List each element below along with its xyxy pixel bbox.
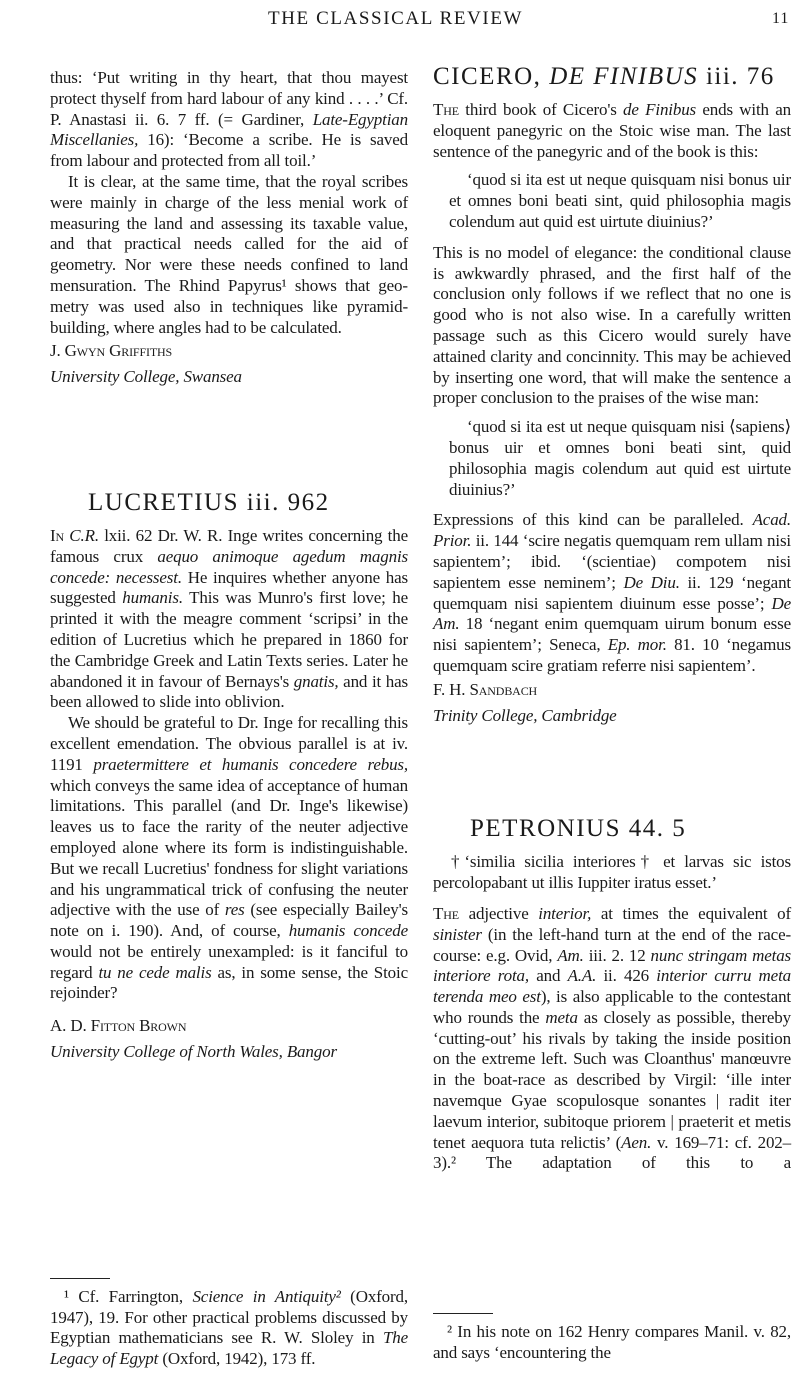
text-run: adjective (458, 903, 539, 923)
text-run: would not be entirely unexampled: is it fanciful to regard (50, 941, 408, 982)
paragraph (433, 243, 791, 409)
italic-text: humanis concede (288, 921, 408, 941)
text-run: 16): ‘Become a scribe. He is saved from labour and protected from all toil.’ (50, 130, 408, 171)
italic-text: sinister (433, 924, 482, 944)
footnote-1 (50, 1264, 408, 1378)
article-heading-lucretius: LUCRETIUS iii. 962 (88, 488, 330, 516)
text-run: ), is also applicable to the contestant who rounds the (433, 987, 791, 1027)
text-run: ii. 129 ‘negant quemquam nisi sapientem diuinum esse posse’; (433, 572, 791, 613)
italic-text: Ep. mor. (607, 635, 667, 655)
article-heading-cicero (433, 62, 791, 92)
running-header (0, 8, 800, 32)
text-run: CICERO, (433, 63, 550, 90)
article-petronius (433, 852, 791, 1174)
italic-text: humanis. (122, 588, 183, 608)
text-run: v. 169–71: cf. 202–3).² The adaptation of this to a (433, 1132, 791, 1173)
block-quote (433, 170, 791, 232)
small-caps-text: The (433, 903, 459, 923)
epigraph-quote (433, 852, 791, 894)
italic-text: Acad. Prior. (433, 510, 791, 551)
paragraph (50, 68, 408, 172)
paragraph (50, 713, 408, 1004)
text-run: and it has been allowed to slide into oblivion. (50, 671, 408, 712)
text-run: which conveys the same idea of acceptance of human limitations. This parallel (and Dr. Inge's likewise) leaves us to face the rarity of the neuter adjective employed alone where its form is indistinguishable. But we recall Lucretius' fondness for slight variations and his ungrammatical trick of confusing the neuter adjective with the use of (50, 775, 408, 920)
italic-text: aequo animoque agedum magnis concede: necessest. (50, 546, 408, 587)
author-signature: A. D. Fitton Brown (50, 1016, 187, 1036)
text-run: Expressions of this kind can be paralleled. (433, 510, 753, 530)
article-griffiths-end (50, 68, 408, 388)
footnote-2 (433, 1299, 791, 1372)
author-affiliation: University College, Swansea (50, 367, 242, 387)
text-run: This is no model of elegance: the conditional clause is awkwardly phrased, and the first half of the conclusion only follows if we reflect that no one is good who is not also wise. In a carefully written passage such as this Cicero would surely have attained clarity and concinnity. This may be achieved by inserting one word, that will make the sentence a proper conclusion to the praises of the wise man: (433, 242, 791, 408)
italic-text: nunc stringam metas interiore rota, (433, 945, 792, 986)
italic-text: meta (545, 1007, 578, 1027)
author-affiliation: Trinity College, Cambridge (433, 705, 617, 725)
text-run: iii. 76 (698, 63, 775, 90)
text-run: (in the left-hand turn at the end of the race-course: e.g. Ovid, (433, 924, 791, 965)
italic-text: interior curru meta terenda meo est (433, 966, 791, 1007)
italic-text: Late-Egyptian Miscellanies, (50, 109, 408, 150)
text-run: third book of Cicero's (458, 100, 624, 119)
italic-text: interior, (538, 903, 592, 923)
paragraph (50, 172, 408, 338)
italic-text: The Legacy of Egypt (50, 1328, 408, 1369)
italic-text: res (224, 900, 245, 920)
paragraph (433, 904, 791, 1174)
article-lucretius (50, 526, 408, 1063)
italic-text: de Finibus (623, 100, 697, 119)
article-cicero (433, 100, 791, 726)
text-run: ‘quod si ita est ut neque quisquam nisi ⟨sapiens⟩ bonus uir et omnes boni beati sint, quid philosophia magis colendum aut quid est uirtute diuinius?’ (449, 417, 791, 499)
text-run: It is clear, at the same time, that the royal scribes were mainly in charge of the less menial work of measuring the land and assessing its taxable value, and that practical needs called for the aid of geometry. Nor were these needs confined to land mensuration. The Rhind Papyrus¹ shows that geometry was used also in techniques like pyramid-building, where angles had to be calculated. (50, 171, 408, 337)
author-signature: J. Gwyn Griffiths (50, 341, 173, 361)
text-run: and (528, 966, 568, 986)
left-column (50, 62, 408, 1378)
text-run: (Oxford, 1942), 173 ff. (158, 1349, 316, 1369)
page-number: 11 (772, 10, 790, 27)
italic-text: praetermittere et humanis concedere rebus, (93, 754, 408, 774)
footnote-text (50, 1287, 408, 1370)
text-run: 81. 10 ‘negamus quemquam scire gratiam referre nisi sapientem’. (433, 635, 791, 675)
article-heading-petronius: PETRONIUS 44. 5 (470, 815, 687, 843)
text-run: thus: ‘Put writing in thy heart, that thou mayest protect thyself from hard labour of any kind . . . .’ Cf. P. Anastasi ii. 6. 7 ff. (= Gardiner, (50, 68, 408, 129)
text-run: at times the equivalent of (591, 903, 791, 923)
italic-text: De Am. (433, 593, 791, 634)
text-run: as, in some sense, the Stoic rejoinder? (50, 962, 408, 1003)
footnote-rule (50, 1278, 110, 1279)
journal-title: THE CLASSICAL REVIEW (268, 8, 524, 29)
small-caps-text: In (50, 525, 65, 545)
small-caps-text: The (433, 100, 459, 119)
author-signature: F. H. Sandbach (433, 679, 538, 699)
footnote-text (433, 1322, 791, 1364)
paragraph (433, 100, 791, 162)
italic-text: tu ne cede malis (98, 962, 212, 982)
author-affiliation: University College of North Wales, Bangor (50, 1042, 337, 1062)
text-run: ² In his note on 162 Henry compares Manil. v. 82, and says ‘encountering the (433, 1322, 791, 1363)
italic-text: DE FINIBUS (549, 63, 699, 90)
text-run: ends with an eloquent panegyric on the Stoic wise man. The last sentence of the panegyric and of the book is this: (433, 100, 791, 161)
text-run: (Oxford, 1947), 19. For other practical problems discussed by Egyptian mathematicians see R. W. Sloley in (50, 1286, 408, 1348)
text-run: (see especially Bailey's note on i. 190). And, of course, (50, 900, 409, 941)
right-column (433, 62, 791, 1372)
italic-text: A.A. (567, 966, 597, 986)
italic-text: Science in Antiquity² (192, 1286, 341, 1306)
italic-text: Am. (557, 945, 584, 965)
footnote-rule (433, 1313, 493, 1314)
italic-text: gnatis, (293, 671, 339, 691)
italic-text: C.R. (69, 525, 99, 545)
text-run: lxii. 62 Dr. W. R. Inge writes concerning the famous crux (50, 525, 408, 566)
text-run: 18 ‘negant enim quemquam uirum bonum esse nisi sapientem’; Seneca, (433, 614, 791, 655)
text-run: He inquires whether anyone has suggested (50, 567, 408, 608)
italic-text: Aen. (621, 1132, 652, 1152)
text-run: We should be grateful to Dr. Inge for recalling this excellent emendation. The obvious parallel is at iv. 1191 (50, 713, 408, 774)
text-run: †‘similia sicilia interiores† et larvas sic istos percolopabant ut illis Iuppiter iratus esset.’ (433, 852, 791, 893)
paragraph (50, 526, 408, 713)
paragraph (433, 510, 791, 676)
text-run: iii. 2. 12 (583, 945, 651, 965)
text-run: ‘quod si ita est ut neque quisquam nisi bonus uir et omnes boni beati sint, quid philosophia magis colendum aut quid est uirtute diuinius?’ (449, 170, 791, 231)
text-run: as closely as possible, thereby ‘cutting-out’ his rivals by taking the inside position on the extreme left. Such was Cloanthus' manœuvre in the boat-race as described by Virgil: ‘ille inter navemque Gyae scopulosque sonantes | radit iter laevum interior, subitoque priorem | praeterit et metis tenet aequora tuta relictis’ ( (433, 1007, 791, 1152)
text-run: ii. 144 ‘scire negatis quemquam rem ullam nisi sapientem’; ibid. ‘(scientiae) compotem nisi sapientem esse neminem’; (433, 531, 791, 592)
text-run: This was Munro's first love; he printed it with the meagre comment ‘scripsi’ in the edition of Lucretius which he prepared in 1860 for the Cambridge Greek and Latin Texts series. Later he abandoned it in favour of Bernays's (50, 588, 409, 691)
text-run: ¹ Cf. Farrington, (64, 1286, 193, 1306)
italic-text: De Diu. (623, 572, 680, 592)
block-quote (433, 417, 791, 500)
text-run: ii. 426 (596, 966, 657, 986)
